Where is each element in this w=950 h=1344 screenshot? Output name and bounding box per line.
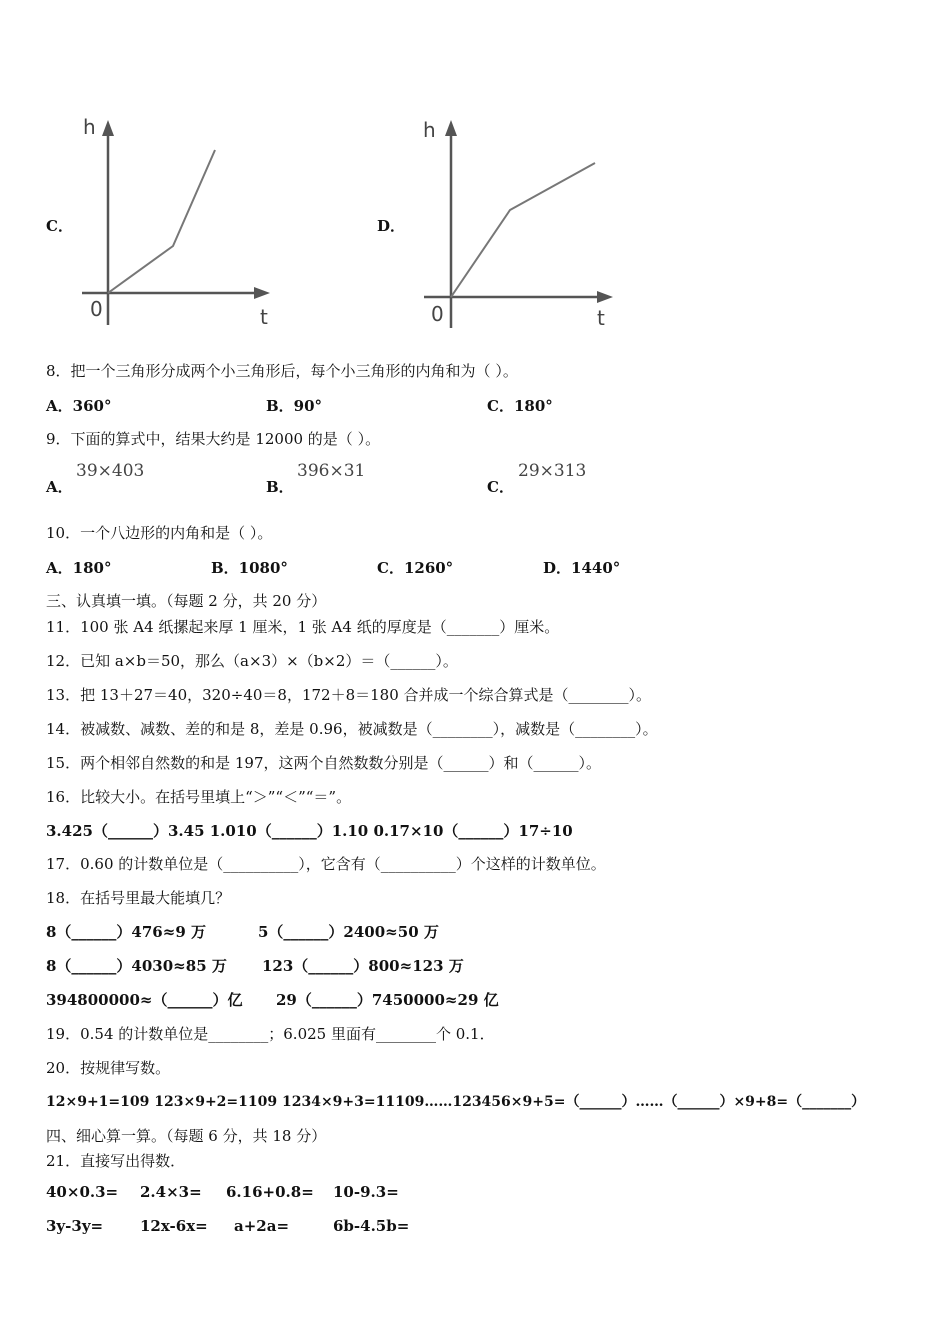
graph-c-x-label: t	[260, 305, 268, 329]
q18-row3-left: 394800000≈（______）亿	[46, 991, 243, 1009]
q9-option-c-expr: 29×313	[518, 461, 587, 481]
q9-option-a-label: A．	[46, 478, 73, 496]
question-15: 15．两个相邻自然数的和是 197，这两个自然数数分别是（______）和（______）。	[46, 754, 601, 772]
graph-c-label: C．	[46, 217, 73, 235]
q21-r1-c4: 10-9.3=	[333, 1183, 399, 1201]
graph-d-line	[451, 163, 595, 297]
graph-d-label: D．	[377, 217, 406, 235]
q10-option-d: D．1440°	[543, 559, 621, 577]
q16-items: 3.425（______）3.45 1.010（______）1.10 0.17×10（______）17÷10	[46, 822, 573, 840]
question-13: 13．把 13＋27＝40，320÷40＝8，172＋8＝180 合并成一个综合算式是（________）。	[46, 686, 652, 704]
section-4-heading: 四、细心算一算。（每题 6 分，共 18 分）	[46, 1127, 327, 1145]
question-20: 20．按规律写数。	[46, 1059, 171, 1077]
q9-option-c-label: C．	[487, 478, 514, 496]
question-19: 19．0.54 的计数单位是________；6.025 里面有________个 0.1．	[46, 1025, 495, 1043]
q21-r1-c2: 2.4×3=	[140, 1183, 202, 1201]
graph-d-origin: 0	[431, 302, 444, 326]
graph-c	[78, 110, 278, 335]
q8-option-c: C．180°	[487, 397, 553, 415]
question-18: 18．在括号里最大能填几？	[46, 889, 231, 907]
graph-d	[420, 110, 620, 335]
q21-r1-c3: 6.16+0.8=	[226, 1183, 314, 1201]
q18-row2-right: 123（______）800≈123 万	[262, 957, 464, 975]
q18-row1-right: 5（______）2400≈50 万	[258, 923, 439, 941]
graph-d-y-label: h	[423, 118, 436, 142]
q21-r1-c1: 40×0.3=	[46, 1183, 119, 1201]
q9-option-a-expr: 39×403	[76, 461, 145, 481]
q10-option-a: A．180°	[46, 559, 112, 577]
question-21: 21．直接写出得数．	[46, 1152, 186, 1170]
graph-c-origin: 0	[90, 297, 103, 321]
question-14: 14．被减数、减数、差的和是 8，差是 0.96，被减数是（________），减数是（________）。	[46, 720, 658, 738]
section-3-heading: 三、认真填一填。（每题 2 分，共 20 分）	[46, 592, 327, 610]
q9-option-b-label: B．	[266, 478, 294, 496]
question-16: 16．比较大小。在括号里填上“＞”“＜”“＝”。	[46, 788, 352, 806]
graph-d-y-arrow	[445, 120, 457, 136]
question-10: 10．一个八边形的内角和是（ ）。	[46, 524, 273, 542]
q21-r2-c2: 12x-6x=	[140, 1217, 208, 1235]
q10-option-b: B．1080°	[211, 559, 288, 577]
question-12: 12．已知 a×b＝50，那么（a×3）×（b×2）＝（______）。	[46, 652, 458, 670]
graph-c-y-arrow	[102, 120, 114, 136]
q21-r2-c1: 3y-3y=	[46, 1217, 104, 1235]
q10-option-c: C．1260°	[377, 559, 454, 577]
q20-items: 12×9+1=109 123×9+2=1109 1234×9+3=11109……123456×9+5=（______）……（______）×9+8=（_______）	[46, 1094, 866, 1110]
graph-d-x-arrow	[597, 291, 613, 303]
q18-row3-right: 29（______）7450000≈29 亿	[276, 991, 499, 1009]
q8-option-a: A．360°	[46, 397, 112, 415]
graph-c-x-arrow	[254, 287, 270, 299]
graph-c-line	[108, 150, 215, 293]
graph-d-x-label: t	[597, 306, 605, 330]
q9-option-b-expr: 396×31	[297, 461, 366, 481]
q21-r2-c3: a+2a=	[234, 1217, 290, 1235]
q21-r2-c4: 6b-4.5b=	[333, 1217, 410, 1235]
graph-c-y-label: h	[83, 115, 96, 139]
question-9: 9．下面的算式中，结果大约是 12000 的是（ ）。	[46, 430, 381, 448]
q18-row2-left: 8（______）4030≈85 万	[46, 957, 227, 975]
question-8: 8．把一个三角形分成两个小三角形后，每个小三角形的内角和为（ ）。	[46, 362, 518, 380]
question-11: 11．100 张 A4 纸摞起来厚 1 厘米，1 张 A4 纸的厚度是（_______）厘米。	[46, 618, 560, 636]
question-17: 17．0.60 的计数单位是（__________），它含有（__________）个这样的计数单位。	[46, 855, 606, 873]
q18-row1-left: 8（______）476≈9 万	[46, 923, 206, 941]
q8-option-b: B．90°	[266, 397, 323, 415]
